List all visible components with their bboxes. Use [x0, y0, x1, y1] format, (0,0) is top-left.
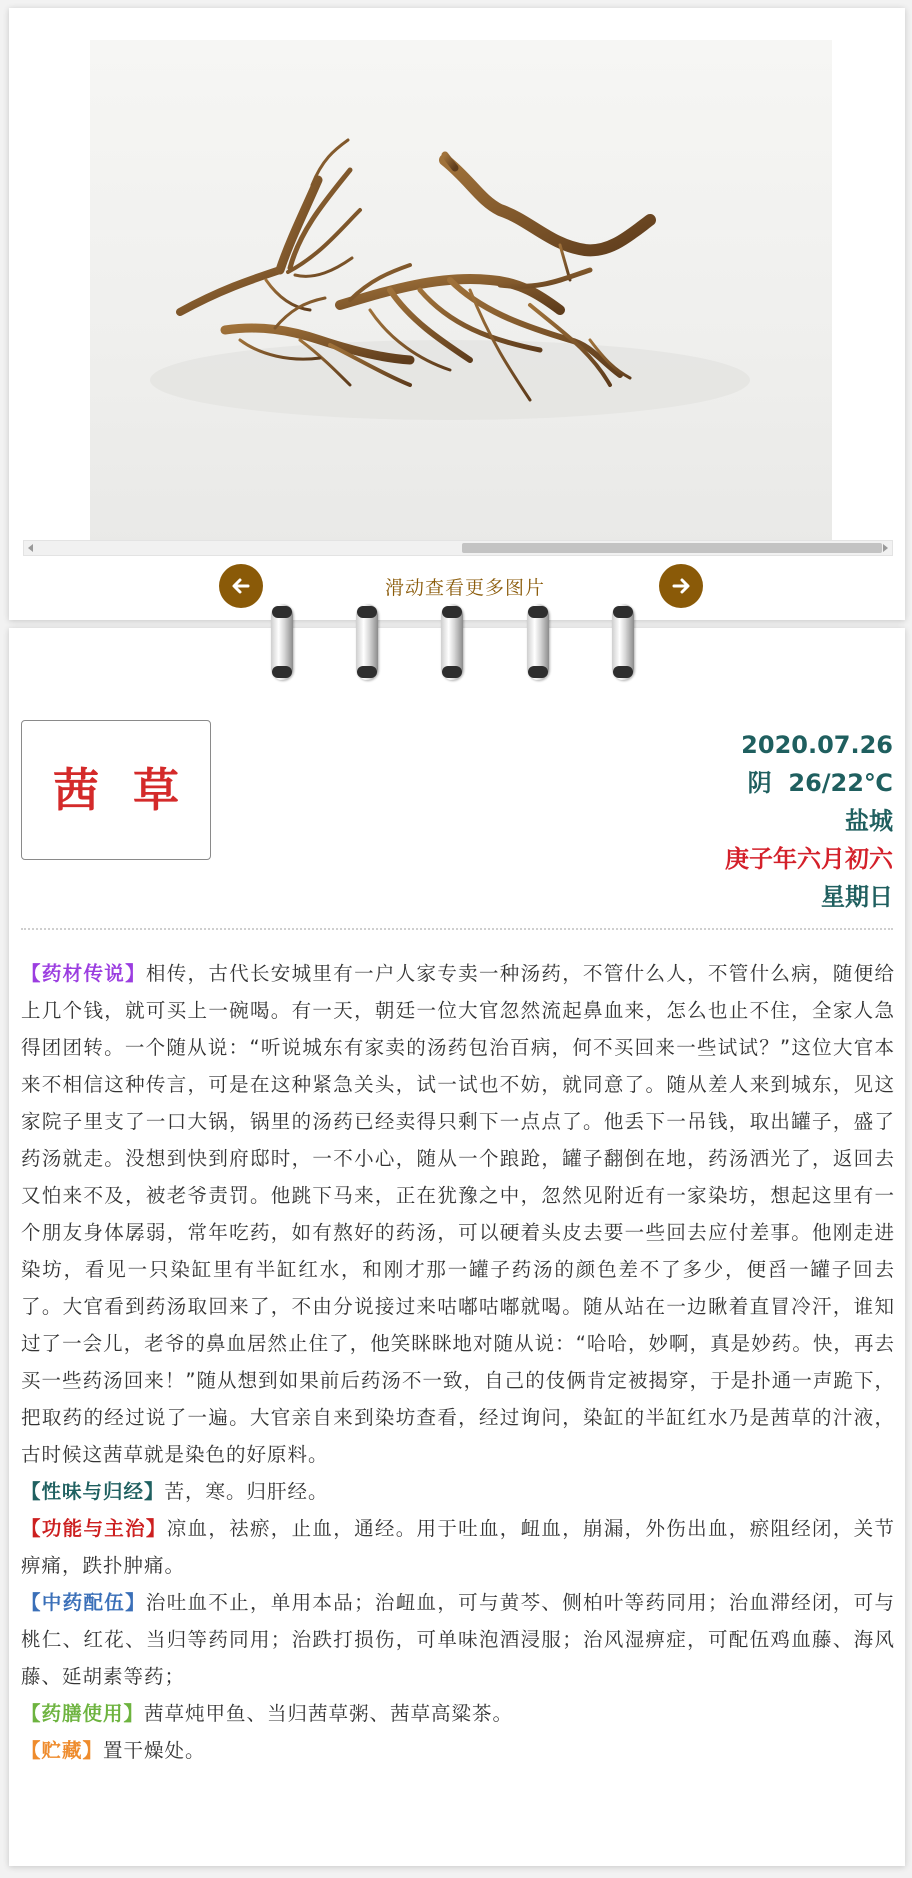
diet-text: 茜草炖甲鱼、当归茜草粥、茜草高粱茶。	[144, 1702, 514, 1725]
nature-tag: 【性味与归经】	[21, 1480, 165, 1503]
herb-seal	[21, 720, 211, 860]
city-text: 盐城	[845, 807, 893, 835]
binder-ring	[271, 604, 293, 680]
function-tag: 【功能与主治】	[21, 1517, 167, 1540]
content-card	[9, 628, 905, 1866]
scroll-left-arrow-icon[interactable]	[28, 544, 33, 552]
gallery-card	[9, 8, 905, 620]
prev-image-button[interactable]	[219, 564, 263, 608]
function-text: 凉血，祛瘀，止血，通经。用于吐血，衄血，崩漏，外伤出血，瘀阻经闭，关节痹痛，跌扑肿痛。	[21, 1517, 895, 1577]
binder-ring	[527, 604, 549, 680]
seal-char-1: 茜	[53, 763, 99, 817]
weekday-text: 星期日	[821, 883, 893, 911]
nature-paragraph	[21, 1473, 895, 1510]
legend-text: 相传，古代长安城里有一户人家专卖一种汤药，不管什么人，不管什么病，随便给上几个钱，就可买上一碗喝。有一天，朝廷一位大官忽然流起鼻血来，怎么也止不住，全家人急得团团转。一个随从说：“听说城东有家卖的汤药包治百病，何不买回来一些试试？”这位大官本来不相信这种传言，可是在这种紧急关头，试一试也不妨，就同意了。随从差人来到城东，见这家院子里支了一口大锅，锅里的汤药已经卖得只剩下一点点了。他丢下一吊钱，取出罐子，盛了药汤就走。没想到快到府邸时，一不小心，随从一个踉跄，罐子翻倒在地，药汤洒光了，返回去又怕来不及，被老爷责罚。他跳下马来，正在犹豫之中，忽然见附近有一家染坊，想起这里有一个朋友身体孱弱，常年吃药，如有熬好的药汤，可以硬着头皮去要一些回去应付差事。他刚走进染坊，看见一只染缸里有半缸红水，和刚才那一罐子药汤的颜色差不了多少，便舀一罐子回去了。大官看到药汤取回来了，不由分说接过来咕嘟咕嘟就喝。随从站在一边瞅着直冒冷汗，谁知过了一会儿，老爷的鼻血居然止住了，他笑眯眯地对随从说：“哈哈，妙啊，真是妙药。快，再去买一些药汤回来！”随从想到如果前后药汤不一致，自己的伎俩肯定被揭穿，于是扑通一声跪下，把取药的经过说了一遍。大官亲自来到染坊查看，经过询问，染缸的半缸红水乃是茜草的汁液，古时候这茜草就是染色的好原料。	[21, 962, 895, 1466]
binder-ring	[612, 604, 634, 680]
arrow-left-icon	[228, 573, 254, 599]
arrow-right-icon	[668, 573, 694, 599]
combination-tag: 【中药配伍】	[21, 1591, 146, 1614]
date-text: 2020.07.26	[741, 731, 893, 759]
function-paragraph	[21, 1510, 895, 1584]
diet-paragraph	[21, 1695, 895, 1732]
lunar-date-text: 庚子年六月初六	[725, 845, 893, 873]
dotted-divider	[21, 928, 893, 930]
date-info	[725, 726, 893, 916]
article-body	[21, 955, 895, 1769]
storage-tag: 【贮藏】	[21, 1739, 104, 1762]
binder-ring	[441, 604, 463, 680]
diet-tag: 【药膳使用】	[21, 1702, 145, 1725]
storage-text: 置干燥处。	[103, 1739, 206, 1762]
binder-rings	[0, 604, 912, 684]
legend-paragraph	[21, 955, 895, 1473]
storage-paragraph	[21, 1732, 895, 1769]
legend-tag: 【药材传说】	[21, 962, 146, 985]
herb-photo[interactable]	[90, 40, 832, 548]
weather-text: 阴 26/22℃	[747, 769, 893, 797]
combination-text: 治吐血不止，单用本品；治衄血，可与黄芩、侧柏叶等药同用；治血滞经闭，可与桃仁、红花、当归等药同用；治跌打损伤，可单味泡酒浸服；治风湿痹症，可配伍鸡血藤、海风藤、延胡素等药；	[21, 1591, 895, 1688]
binder-ring	[356, 604, 378, 680]
nature-text: 苦，寒。归肝经。	[164, 1480, 329, 1503]
madder-root-image	[90, 40, 832, 548]
seal-char-2: 草	[133, 763, 179, 817]
scroll-right-arrow-icon[interactable]	[883, 544, 888, 552]
swipe-hint-text: 滑动查看更多图片	[384, 577, 545, 599]
next-image-button[interactable]	[659, 564, 703, 608]
scrollbar-thumb[interactable]	[462, 543, 882, 553]
gallery-scrollbar[interactable]	[23, 540, 893, 556]
combination-paragraph	[21, 1584, 895, 1695]
